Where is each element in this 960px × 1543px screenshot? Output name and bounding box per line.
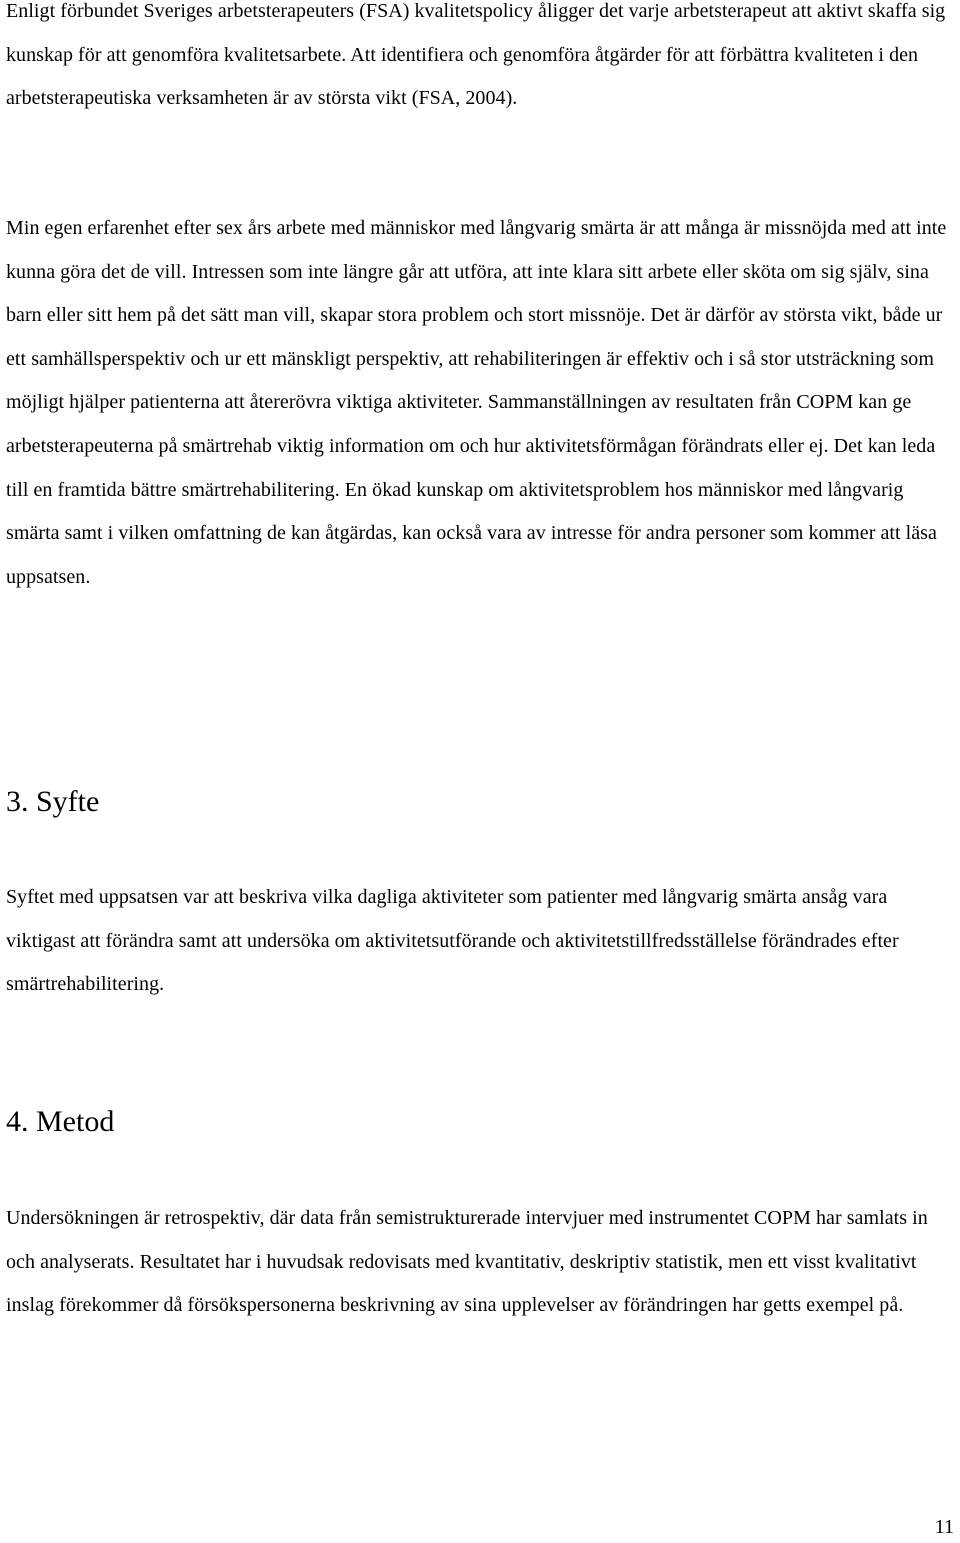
page-number: 11 [934, 1516, 954, 1538]
section-heading-syfte: 3. Syfte [6, 785, 100, 818]
paragraph-metod: Undersökningen är retrospektiv, där data från semistrukturerade intervjuer med instrumentet COPM har samlats in och analyserats. Resultatet har i huvudsak redovisats med kvantitativ, deskriptiv statistik, men ett visst kvalitativt inslag förekommer då försökspersonerna beskrivning av sina upplevelser av förändringen har getts exempel på. [6, 1207, 928, 1317]
section-heading-metod: 4. Metod [6, 1105, 115, 1138]
paragraph-quality-policy: Enligt förbundet Sveriges arbetsterapeuters (FSA) kvalitetspolicy åligger det varje arbetsterapeut att aktivt skaffa sig kunskap för att genomföra kvalitetsarbete. Att identifiera och genomföra åtgärder för att förbättra kvaliteten i den arbetsterapeutiska verksamheten är av största vikt (FSA, 2004). [6, 0, 946, 110]
paragraph-personal-experience: Min egen erfarenhet efter sex års arbete med människor med långvarig smärta är att många är missnöjda med att inte kunna göra det de vill. Intressen som inte längre går att utföra, att inte klara sitt arbete eller sköta om sig själv, sina barn eller sitt hem på det sätt man vill, skapar stora problem och stort missnöje. Det är därför av största vikt, både ur ett samhällsperspektiv och ur ett mänskligt perspektiv, att rehabiliteringen är effektiv och i så stor utsträckning som möjligt hjälper patienterna att återerövra viktiga aktiviteter. Sammanställningen av resultaten från COPM kan ge arbetsterapeuterna på smärtrehab viktig information om och hur aktivitetsförmågan förändrats eller ej. Det kan leda till en framtida bättre smärtrehabilitering. En ökad kunskap om aktivitetsproblem hos människor med långvarig smärta samt i vilken omfattning de kan åtgärdas, kan också vara av intresse för andra personer som kommer att läsa uppsatsen. [6, 217, 947, 588]
paragraph-syfte: Syftet med uppsatsen var att beskriva vilka dagliga aktiviteter som patienter med långvarig smärta ansåg vara viktigast att förändra samt att undersöka om aktivitetsutförande och aktivitetstillfredsställelse förändrades efter smärtrehabilitering. [6, 886, 899, 996]
